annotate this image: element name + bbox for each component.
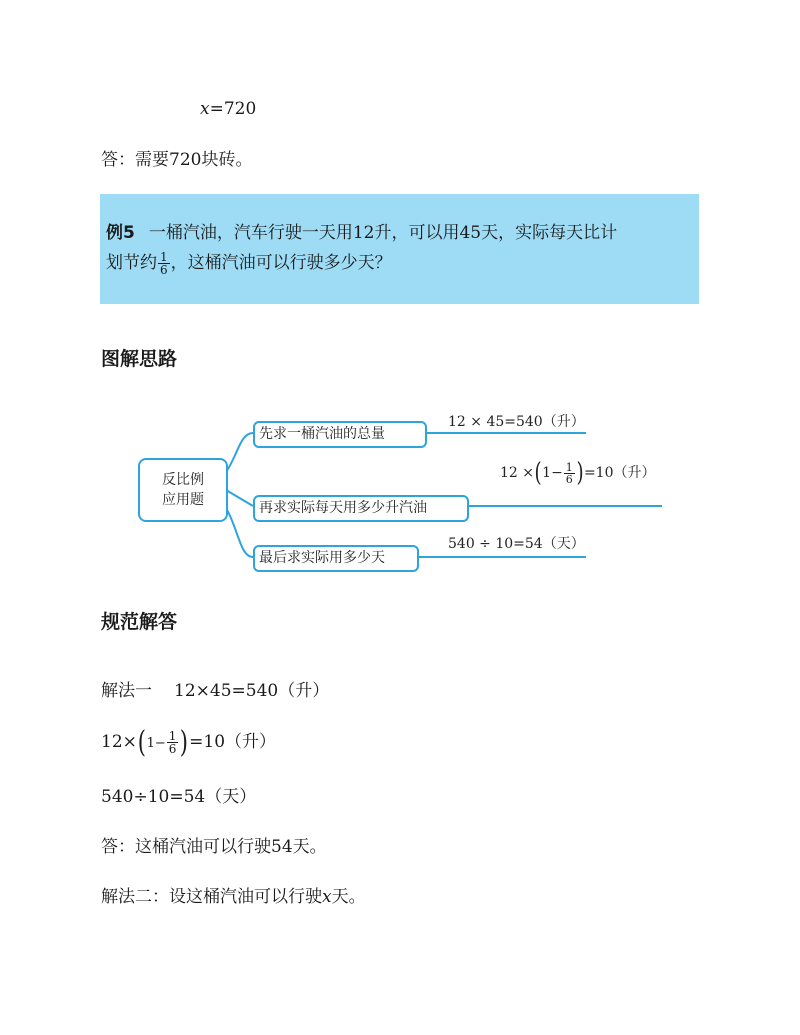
solution-eq2	[101, 724, 276, 762]
root-line2: 应用题	[162, 492, 204, 508]
eq2-inner: 1−	[146, 736, 166, 751]
example-text-line1: 一桶汽油，汽车行驶一天用12升，可以用45天，实际每天比计	[148, 223, 618, 243]
branch-label-middle: 再求实际每天用多少升汽油	[259, 500, 427, 516]
branch-curve-middle	[226, 490, 253, 506]
equation-value: =720	[209, 99, 257, 119]
paren-open: (	[137, 724, 146, 760]
root-line1: 反比例	[162, 472, 204, 488]
example-text-line2-post: ，这桶汽油可以行驶多少天？	[170, 253, 392, 273]
section-heading-solution: 规范解答	[101, 611, 178, 633]
solution-eq3: 540÷10=54（天）	[101, 787, 257, 807]
branch-box-middle	[253, 495, 469, 522]
fraction-numerator: 1	[565, 460, 573, 474]
branch-curve-bottom	[226, 508, 253, 557]
fraction-denominator: 6	[160, 263, 168, 277]
paren-open: (	[534, 458, 542, 488]
eq2-post: =10（升）	[189, 732, 277, 752]
solution-answer: 答：这桶汽油可以行驶54天。	[101, 837, 327, 857]
paren-close: )	[576, 458, 584, 488]
example-label: 例5	[106, 223, 135, 243]
answer-line: 答：需要720块砖。	[101, 150, 253, 170]
formula-middle-post: =10（升）	[583, 465, 656, 481]
branch-formula-middle	[500, 460, 656, 486]
method1-label: 解法一	[101, 681, 152, 701]
fraction-numerator: 1	[160, 250, 168, 264]
mindmap-root	[138, 458, 228, 522]
method2-variable: x	[322, 887, 332, 907]
section-heading-diagram: 图解思路	[101, 348, 178, 370]
formula-middle-fraction	[564, 462, 575, 485]
method2-post: 天。	[331, 887, 366, 907]
formula-middle-pre: 12 ×	[500, 465, 534, 481]
method1-equation: 12×45=540（升）	[174, 681, 330, 701]
fraction-denominator: 6	[565, 472, 573, 486]
solution-method2	[101, 885, 366, 909]
branch-box-bottom	[253, 545, 419, 572]
branch-label-bottom: 最后求实际用多少天	[259, 550, 385, 566]
branch-formula-bottom: 540 ÷ 10=54（天）	[448, 536, 585, 552]
branch-formula-top: 12 × 45=540（升）	[448, 414, 585, 430]
branch-curve-top	[226, 433, 253, 472]
eq2-fraction	[167, 730, 179, 755]
fraction-denominator: 6	[168, 742, 177, 756]
method2-pre: 解法二：设这桶汽油可以行驶	[101, 887, 322, 907]
branch-box-top	[253, 421, 427, 448]
paren-close: )	[180, 724, 189, 760]
formula-middle-inner: 1−	[542, 465, 563, 481]
solution-method1	[101, 679, 329, 703]
branch-label-top: 先求一桶汽油的总量	[259, 426, 385, 442]
example-text-line2-pre: 划节约	[106, 253, 157, 273]
equation-variable: x	[200, 99, 210, 119]
fraction-numerator: 1	[168, 729, 177, 743]
eq2-pre: 12×	[101, 732, 137, 752]
